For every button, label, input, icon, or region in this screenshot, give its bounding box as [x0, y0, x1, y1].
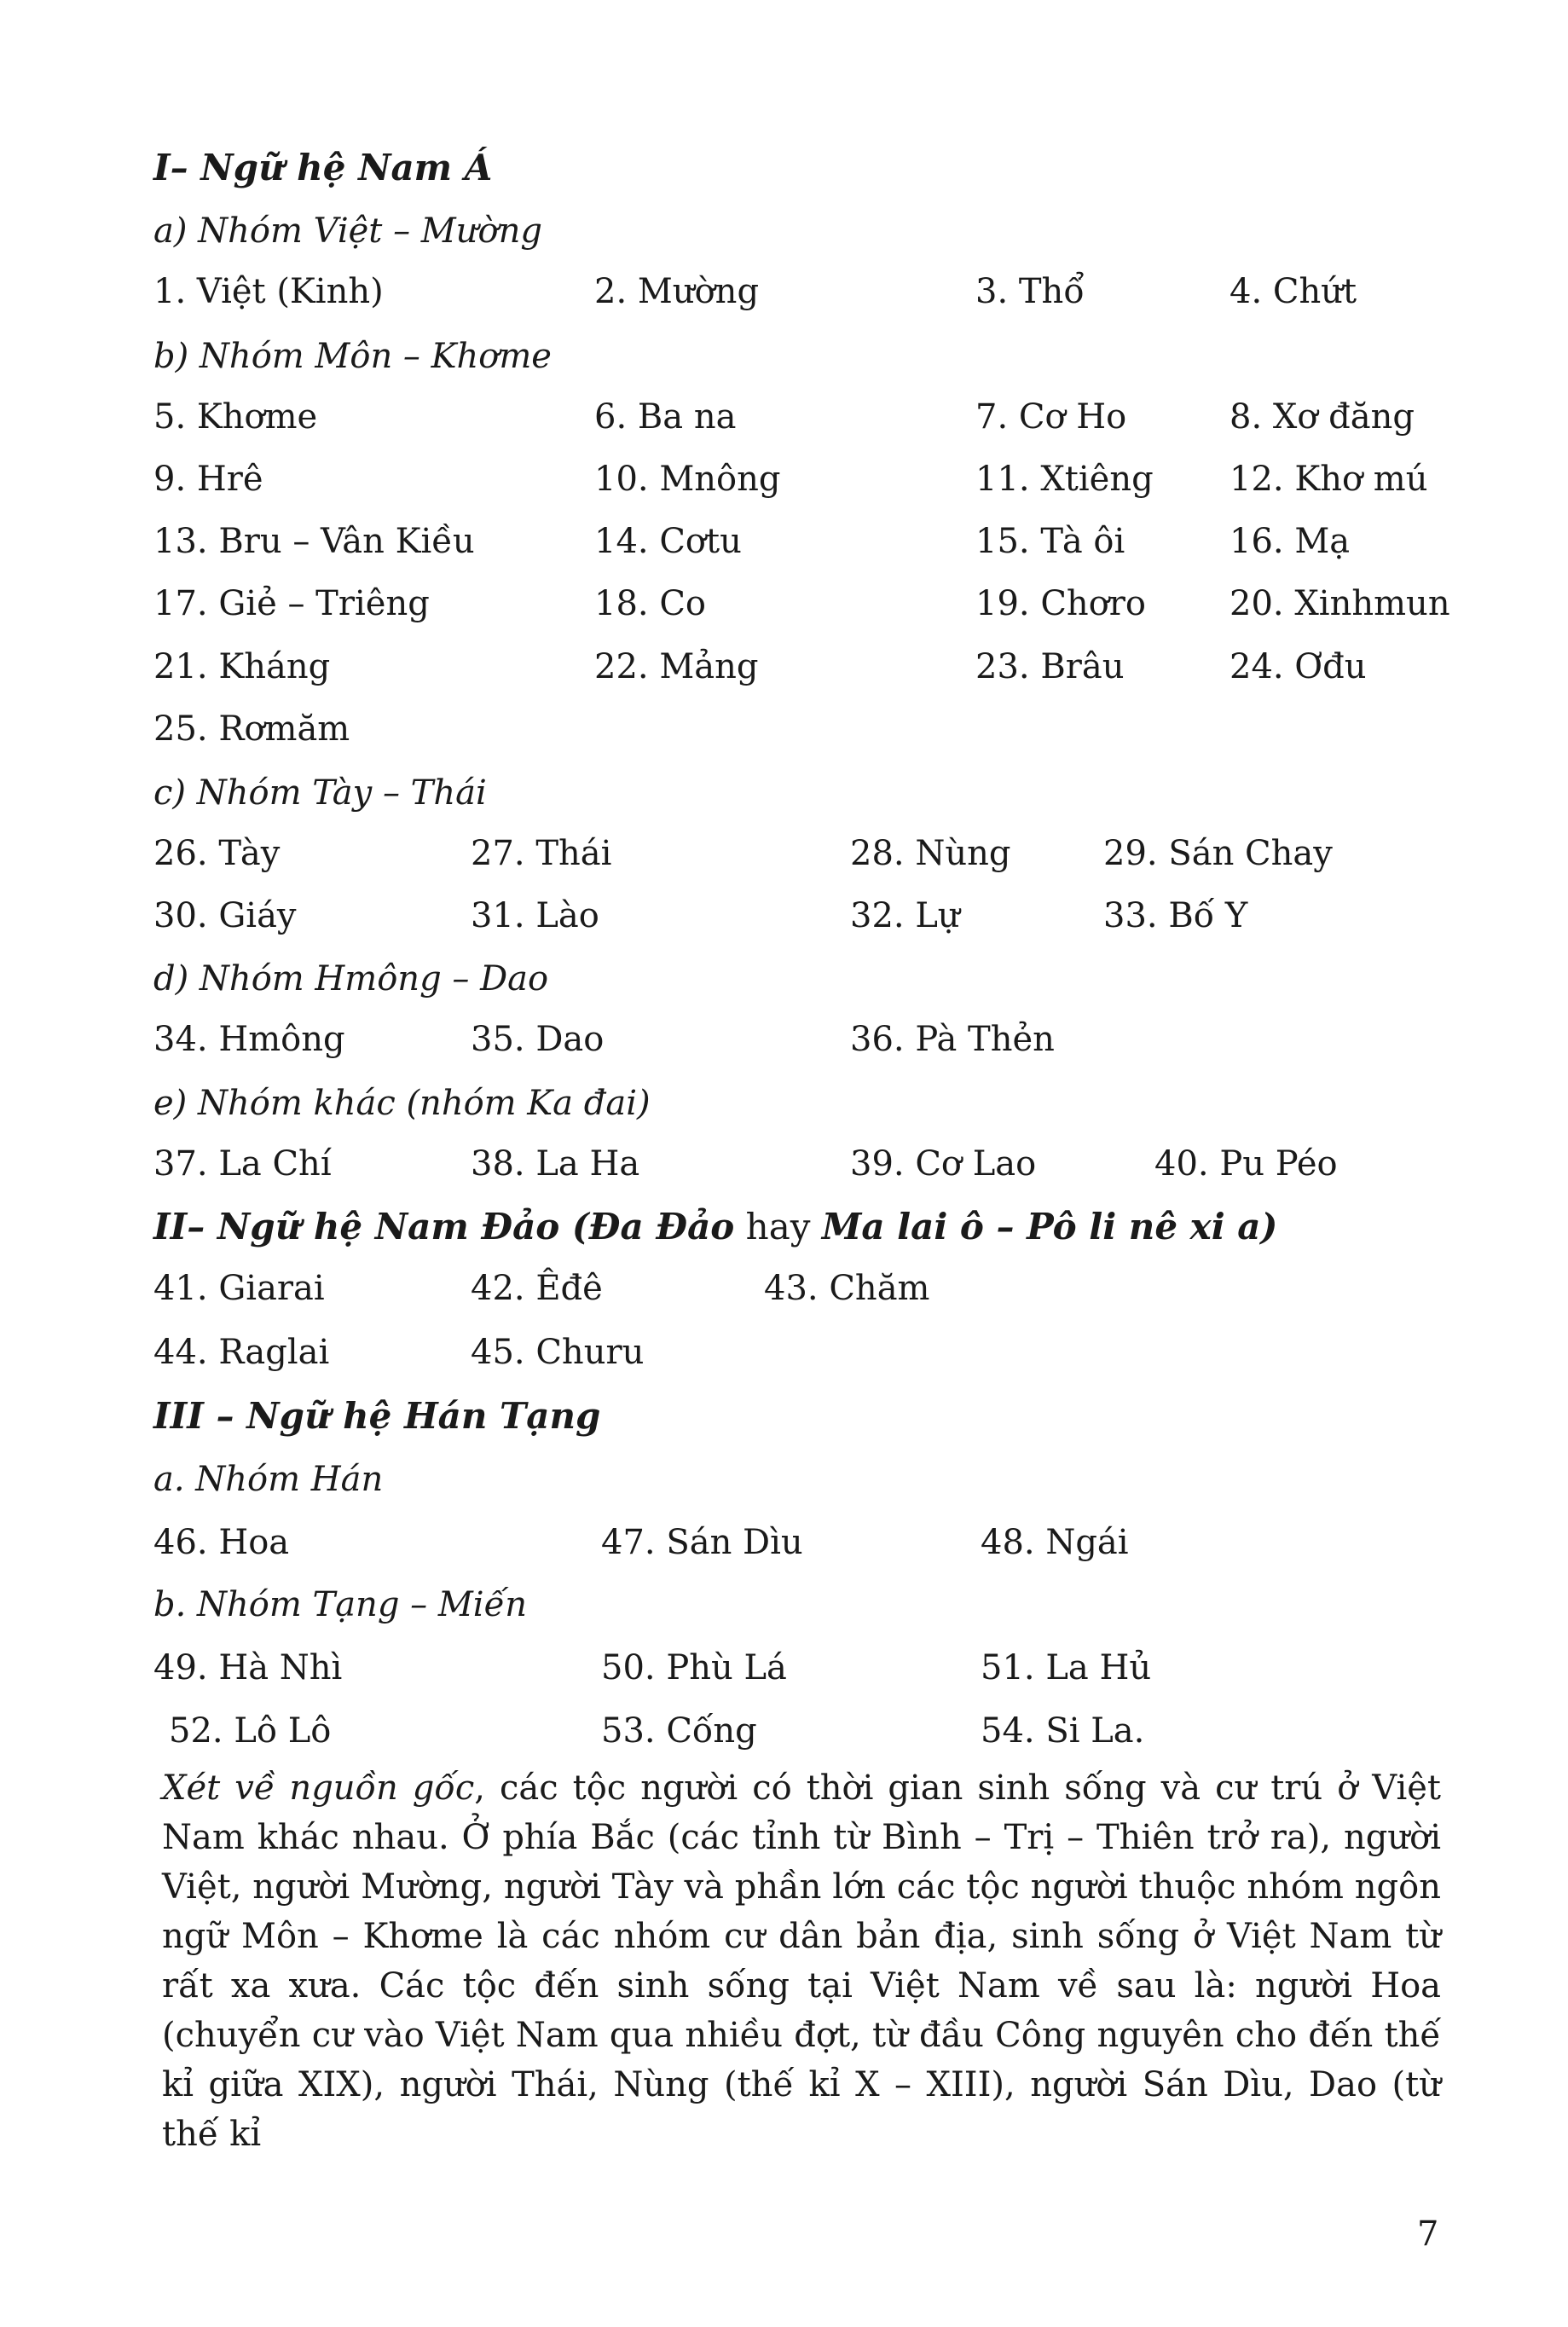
- ethnic-entry: 16. Mạ: [1230, 522, 1351, 561]
- ethnic-entry: 11. Xtiêng: [975, 460, 1154, 499]
- ethnic-row: [0, 646, 1568, 687]
- page-number: 7: [1417, 2214, 1439, 2254]
- ethnic-row: [0, 271, 1568, 312]
- group-label-tang-mien: b. Nhóm Tạng – Miến: [153, 1585, 527, 1624]
- ethnic-entry: 47. Sán Dìu: [601, 1523, 803, 1562]
- section-heading-2: [153, 1207, 1277, 1247]
- ethnic-entry: 15. Tà ôi: [975, 522, 1125, 561]
- ethnic-entry: 7. Cơ Ho: [975, 397, 1127, 437]
- group-label-han: a. Nhóm Hán: [153, 1460, 384, 1499]
- ethnic-entry: 51. La Hủ: [981, 1648, 1152, 1687]
- ethnic-row: [0, 459, 1568, 500]
- ethnic-entry: 38. La Ha: [471, 1144, 640, 1184]
- ethnic-row: [0, 583, 1568, 624]
- ethnic-entry: 53. Cống: [601, 1711, 757, 1751]
- ethnic-entry: 31. Lào: [471, 896, 599, 935]
- section-heading-2-connector: hay: [734, 1206, 822, 1247]
- paragraph-lead: Xét về nguồn gốc: [162, 1768, 475, 1808]
- ethnic-entry: 13. Bru – Vân Kiều: [153, 522, 475, 561]
- section-heading-3: III – Ngữ hệ Hán Tạng: [153, 1395, 601, 1437]
- section-heading-1: I– Ngữ hệ Nam Á: [153, 147, 493, 188]
- ethnic-entry: 24. Ơđu: [1230, 647, 1367, 686]
- ethnic-entry: 22. Mảng: [594, 647, 759, 686]
- ethnic-entry: 33. Bố Y: [1103, 896, 1248, 935]
- ethnic-entry: 45. Churu: [471, 1333, 645, 1372]
- ethnic-entry: 23. Brâu: [975, 647, 1125, 686]
- ethnic-entry: 29. Sán Chay: [1103, 834, 1333, 873]
- ethnic-entry: 32. Lự: [850, 896, 960, 935]
- ethnic-entry: 50. Phù Lá: [601, 1648, 787, 1687]
- group-label-other: e) Nhóm khác (nhóm Ka đai): [153, 1084, 651, 1123]
- ethnic-entry: 18. Co: [594, 584, 707, 623]
- group-label-mon-khome: b) Nhóm Môn – Khơme: [153, 337, 552, 376]
- ethnic-entry: 46. Hoa: [153, 1523, 290, 1562]
- ethnic-entry: 5. Khơme: [153, 397, 318, 437]
- ethnic-entry: 21. Kháng: [153, 647, 331, 686]
- ethnic-row: [0, 1268, 1568, 1309]
- ethnic-entry: 20. Xinhmun: [1230, 584, 1450, 623]
- ethnic-entry: 41. Giarai: [153, 1269, 325, 1308]
- ethnic-entry: 10. Mnông: [594, 460, 781, 499]
- ethnic-entry: 39. Cơ Lao: [850, 1144, 1037, 1184]
- ethnic-entry: 52. Lô Lô: [169, 1711, 332, 1751]
- ethnic-entry: 40. Pu Péo: [1154, 1144, 1338, 1184]
- ethnic-entry: 19. Chơro: [975, 584, 1146, 623]
- ethnic-row: [0, 397, 1568, 437]
- ethnic-row: [0, 709, 1568, 750]
- ethnic-row: [0, 1522, 1568, 1563]
- ethnic-row: [0, 1143, 1568, 1184]
- ethnic-entry: 30. Giáy: [153, 896, 297, 935]
- ethnic-row: [0, 1647, 1568, 1688]
- ethnic-entry: 36. Pà Thẻn: [850, 1020, 1055, 1059]
- section-heading-2-part-1: II– Ngữ hệ Nam Đảo (Đa Đảo: [153, 1206, 735, 1247]
- ethnic-entry: 8. Xơ đăng: [1230, 397, 1415, 437]
- ethnic-entry: 34. Hmông: [153, 1020, 345, 1059]
- ethnic-entry: 4. Chứt: [1230, 272, 1357, 311]
- paragraph-text: , các tộc người có thời gian sinh sống và cư trú ở Việt Nam khác nhau. Ở phía Bắc (các tỉnh từ Bình – Trị – Thiên trở ra), người Việt, người Mường, người Tày và phần lớn các tộc người thuộc nhóm ngôn ngữ Môn – Khơme là các nhóm cư dân bản địa, sinh sống ở Việt Nam từ rất xa xưa. Các tộc đến sinh sống tại Việt Nam về sau là: người Hoa (chuyển cư vào Việt Nam qua nhiều đợt, từ đầu Công nguyên cho đến thế kỉ giữa XIX), người Thái, Nùng (thế kỉ X – XIII), người Sán Dìu, Dao (từ thế kỉ: [162, 1768, 1441, 2154]
- ethnic-entry: 6. Ba na: [594, 397, 737, 437]
- group-label-tay-thai: c) Nhóm Tày – Thái: [153, 773, 487, 813]
- ethnic-entry: 43. Chăm: [764, 1269, 930, 1308]
- body-paragraph: [162, 1763, 1441, 2159]
- ethnic-entry: 17. Giẻ – Triêng: [153, 584, 430, 623]
- ethnic-row: [0, 1019, 1568, 1060]
- ethnic-entry: 27. Thái: [471, 834, 612, 873]
- section-heading-2-part-2: Ma lai ô – Pô li nê xi a): [821, 1206, 1278, 1247]
- group-label-viet-muong: a) Nhóm Việt – Mường: [153, 211, 542, 251]
- ethnic-entry: 2. Mường: [594, 272, 760, 311]
- ethnic-entry: 48. Ngái: [981, 1523, 1129, 1562]
- ethnic-row: [0, 521, 1568, 562]
- ethnic-entry: 26. Tày: [153, 834, 281, 873]
- ethnic-entry: 54. Si La.: [981, 1711, 1145, 1751]
- ethnic-entry: 12. Khơ mú: [1230, 460, 1428, 499]
- ethnic-entry: 44. Raglai: [153, 1333, 330, 1372]
- ethnic-row: [0, 1332, 1568, 1373]
- group-label-hmong-dao: d) Nhóm Hmông – Dao: [153, 959, 549, 999]
- ethnic-row: [0, 895, 1568, 936]
- ethnic-row: [0, 1711, 1568, 1751]
- ethnic-entry: 1. Việt (Kinh): [153, 272, 384, 311]
- ethnic-entry: 25. Rơmăm: [153, 709, 350, 749]
- ethnic-entry: 37. La Chí: [153, 1144, 332, 1184]
- ethnic-row: [0, 833, 1568, 874]
- ethnic-entry: 9. Hrê: [153, 460, 263, 499]
- ethnic-entry: 3. Thổ: [975, 272, 1085, 311]
- ethnic-entry: 49. Hà Nhì: [153, 1648, 343, 1687]
- ethnic-entry: 14. Cơtu: [594, 522, 742, 561]
- ethnic-entry: 35. Dao: [471, 1020, 605, 1059]
- ethnic-entry: 42. Êđê: [471, 1269, 603, 1308]
- ethnic-entry: 28. Nùng: [850, 834, 1011, 873]
